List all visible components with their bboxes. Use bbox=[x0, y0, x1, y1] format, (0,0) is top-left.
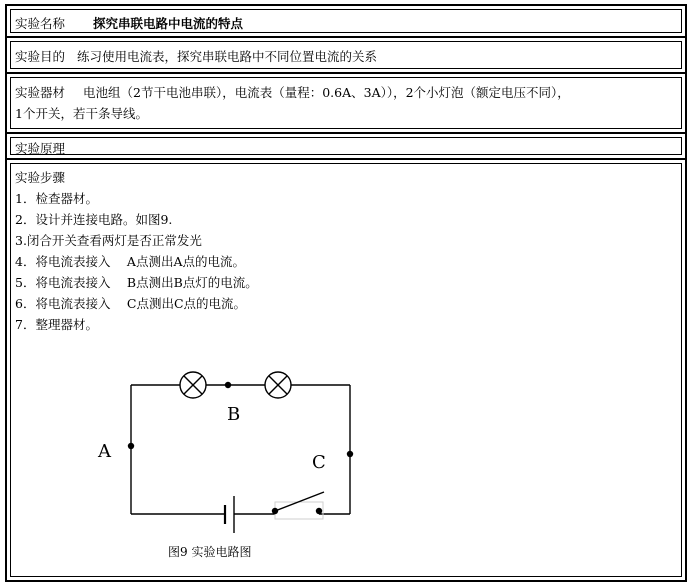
step-item: 7．整理器材。 bbox=[15, 317, 98, 332]
equipment-label: 实验器材 bbox=[15, 85, 66, 100]
principle-label: 实验原理 bbox=[15, 141, 66, 156]
experiment-title: 探究串联电路中电流的特点 bbox=[93, 16, 244, 31]
point-c-dot bbox=[347, 451, 353, 457]
lamp-icon bbox=[180, 372, 206, 398]
step-item: 3.闭合开关查看两灯是否正常发光 bbox=[15, 233, 202, 248]
experiment-table bbox=[5, 4, 687, 582]
circuit-diagram bbox=[7, 6, 685, 580]
equipment-text-line1: 电池组（2节干电池串联），电流表（量程：0.6A、3A）），2个小灯泡（额定电压不同）， bbox=[83, 85, 570, 100]
battery-icon bbox=[225, 496, 234, 533]
purpose-label: 实验目的 bbox=[15, 49, 66, 64]
label-a: A bbox=[98, 441, 111, 462]
point-a-dot bbox=[128, 443, 134, 449]
step-item: 6．将电流表接入 C点测出C点的电流。 bbox=[15, 296, 247, 311]
diagram-caption: 图9 实验电路图 bbox=[168, 545, 252, 559]
step-item: 2．设计并连接电路。如图9. bbox=[15, 212, 173, 227]
switch-icon bbox=[272, 492, 324, 519]
purpose-text: 练习使用电流表，探究串联电路中不同位置电流的关系 bbox=[77, 49, 378, 64]
step-item: 5．将电流表接入 B点测出B点灯的电流。 bbox=[15, 275, 258, 290]
point-b-dot bbox=[225, 382, 231, 388]
equipment-text-line2: 1个开关，若干条导线。 bbox=[15, 106, 148, 121]
lamp-icon bbox=[265, 372, 291, 398]
step-item: 4．将电流表接入 A点测出A点的电流。 bbox=[15, 254, 245, 269]
step-item: 1．检查器材。 bbox=[15, 191, 98, 206]
label-c: C bbox=[312, 452, 326, 473]
steps-label: 实验步骤 bbox=[15, 170, 66, 185]
label-b: B bbox=[227, 404, 241, 425]
name-label: 实验名称 bbox=[15, 16, 66, 31]
